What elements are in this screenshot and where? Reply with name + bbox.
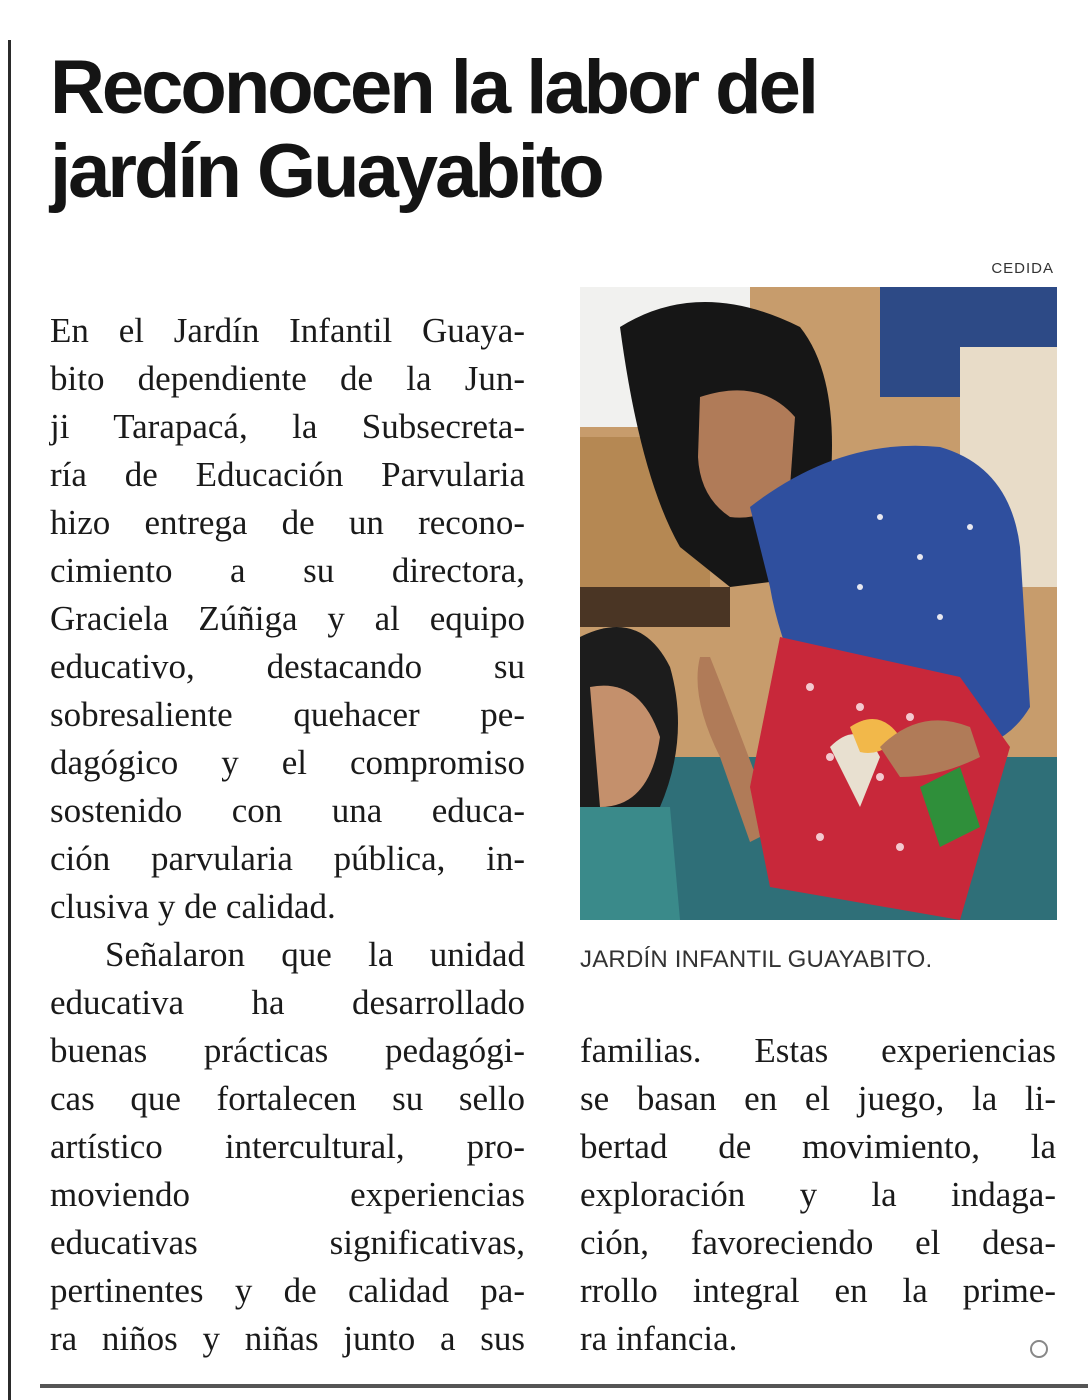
body-line: clusiva y de calidad. bbox=[50, 887, 336, 926]
body-line: buenas prácticas pedagógi- bbox=[50, 1031, 525, 1070]
body-line: educativa ha desarrollado bbox=[50, 983, 525, 1022]
end-of-article-icon bbox=[1030, 1340, 1048, 1358]
body-line: dagógico y el compromiso bbox=[50, 743, 525, 782]
article-photo bbox=[580, 287, 1057, 920]
body-line: ra infancia. bbox=[580, 1319, 738, 1358]
photo-credit: CEDIDA bbox=[991, 260, 1054, 277]
body-line: artístico intercultural, pro- bbox=[50, 1127, 525, 1166]
body-line: bertad de movimiento, la bbox=[580, 1127, 1056, 1166]
body-line: En el Jardín Infantil Guaya- bbox=[50, 311, 525, 350]
body-line: ción parvularia pública, in- bbox=[50, 839, 525, 878]
body-line: familias. Estas experiencias bbox=[580, 1031, 1056, 1070]
photo-illustration bbox=[580, 287, 1057, 920]
body-line: sostenido con una educa- bbox=[50, 791, 525, 830]
body-line: ji Tarapacá, la Subsecreta- bbox=[50, 407, 525, 446]
bottom-rule bbox=[40, 1384, 1088, 1388]
body-line: educativo, destacando su bbox=[50, 647, 525, 686]
body-line: rrollo integral en la prime- bbox=[580, 1271, 1056, 1310]
body-line: bito dependiente de la Jun- bbox=[50, 359, 525, 398]
body-line: hizo entrega de un recono- bbox=[50, 503, 525, 542]
headline-line-1: Reconocen la labor del bbox=[50, 45, 816, 130]
body-line: educativas significativas, bbox=[50, 1223, 525, 1262]
body-line: moviendo experiencias bbox=[50, 1175, 525, 1214]
photo-caption: JARDÍN INFANTIL GUAYABITO. bbox=[580, 946, 933, 973]
body-line: Señalaron que la unidad bbox=[105, 935, 525, 974]
body-line: se basan en el juego, la li- bbox=[580, 1079, 1056, 1118]
column-rule bbox=[8, 40, 11, 1400]
body-line: sobresaliente quehacer pe- bbox=[50, 695, 525, 734]
headline bbox=[50, 46, 1050, 214]
body-line: ción, favoreciendo el desa- bbox=[580, 1223, 1056, 1262]
body-line: ra niños y niñas junto a sus bbox=[50, 1319, 525, 1358]
body-line: cimiento a su directora, bbox=[50, 551, 525, 590]
body-line: ría de Educación Parvularia bbox=[50, 455, 525, 494]
body-line: exploración y la indaga- bbox=[580, 1175, 1056, 1214]
body-line: Graciela Zúñiga y al equipo bbox=[50, 599, 525, 638]
body-line: cas que fortalecen su sello bbox=[50, 1079, 525, 1118]
body-line: pertinentes y de calidad pa- bbox=[50, 1271, 525, 1310]
headline-line-2: jardín Guayabito bbox=[50, 129, 602, 214]
